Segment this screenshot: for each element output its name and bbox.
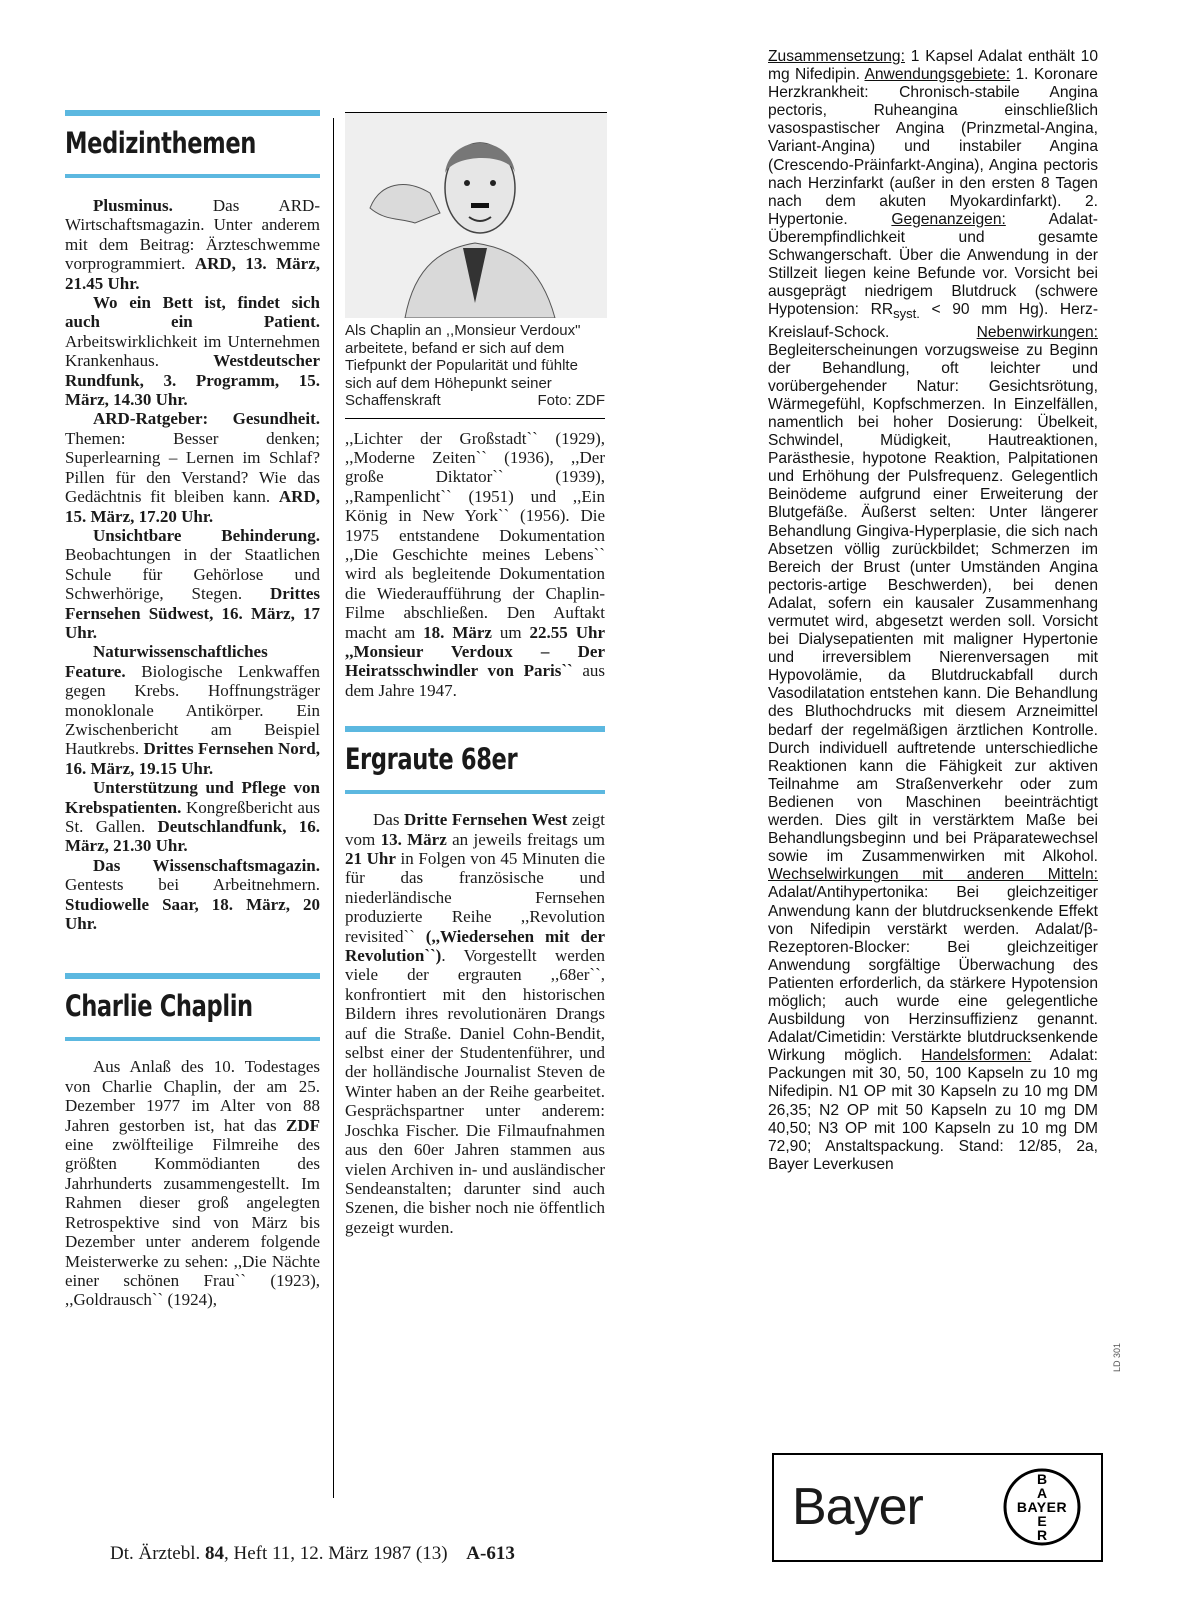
- ergraute-section: [345, 726, 605, 1237]
- page-footer: [110, 1543, 515, 1565]
- bayer-cross-icon: [1002, 1467, 1082, 1547]
- program-listing: Das Wissenschaftsmagazin. Gentests bei Arbeitnehmern. Studiowelle Saar, 18. März, 20 Uhr.: [65, 855, 320, 934]
- ergraute-paragraph: Das Dritte Fernsehen West zeigt vom 13. März an jeweils freitags um 21 Uhr in Folgen von 45 Minuten die für das französische und niederländische Fernsehen produzierte Reihe ,,Revolution revisited`` (,,Wiedersehen mit der Revolution``). Vorgestellt werden viele der ergrauten ,,68er``, konfrontiert mit den historischen Bildern ihres revolutionären Drangs auf die Straße. Daniel Cohn-Bendit, selbst einer der Studentenführer, und der holländische Journalist Steven de Winter haben an der Reihe gearbeitet. Gesprächspartner unter anderem: Joschka Fischer. Die Filmaufnahmen aus den 60er Jahren stammen aus vielen Archiven in- und ausländischer Sendeanstalten; darunter sind auch Szenen, die bisher noch nie öffentlich gezeigt wurden.: [345, 810, 605, 1237]
- section-top-bar: [65, 110, 320, 116]
- section-title-medizinthemen: Medizinthemen: [65, 126, 257, 160]
- ergraute-article: [345, 810, 605, 1237]
- svg-text:R: R: [1036, 1527, 1048, 1543]
- section-bottom-bar: [65, 1037, 320, 1041]
- program-listing: Naturwissenschaftliches Feature. Biologische Lenkwaffen gegen Krebs. Hoffnungsträger monoklonale Antikörper. Ein Zwischenbericht am Beispiel Hautkrebs. Drittes Fernsehen Nord, 16. März, 19.15 Uhr.: [65, 642, 320, 778]
- bayer-wordmark: Bayer: [792, 1478, 923, 1536]
- medizinthemen-list: [65, 196, 320, 933]
- program-listing: Unsichtbare Behinderung. Beobachtungen in der Staatlichen Schule für Gehörlose und Schwerhörige, Stegen. Drittes Fernsehen Südwest, 16. März, 17 Uhr.: [65, 525, 320, 642]
- program-listing: Wo ein Bett ist, findet sich auch ein Patient. Arbeitswirklichkeit im Unternehmen Krankenhaus. Westdeutscher Rundfunk, 3. Programm, 15. März, 14.30 Uhr.: [65, 293, 320, 410]
- bayer-logo-box: [772, 1453, 1103, 1562]
- adalat-prescribing-info: Zusammensetzung: 1 Kapsel Adalat enthält 10 mg Nifedipin. Anwendungsgebiete: 1. Koronare Herzkrankheit: Chronisch-stabile Angina pectoris, Ruheangina einschließlich vasospastischer Angina (Prinzmetal-Angina, Variant-Angina) und instabiler Angina (Crescendo-Präinfarkt-Angina), Angina pectoris nach Herzinfarkt (außer in den ersten 8 Tagen nach dem akuten Myokardinfarkt). 2. Hypertonie. Gegenanzeigen: Adalat-Überempfindlichkeit und gesamte Schwangerschaft. Über die Anwendung in der Stillzeit liegen keine Befunde vor. Vorsicht bei ausgeprägt niedrigem Blutdruck (schwere Hypotension: $RR_{syst.} < 90$ mm Hg). Herz-Kreislauf-Schock. Nebenwirkungen: Begleiterscheinungen vorzugsweise zu Beginn der Behandlung, oft leichter und vorübergehender Natur: Gesichtsrötung, Wärmegefühl, Kopfschmerzen. In Einzelfällen, namentlich bei hoher Dosierung: Übelkeit, Schwindel, Müdigkeit, Hautreaktionen, Parästhesie, hypotone Reaktion, Palpitationen und Erhöhung der Pulsfrequenz. Gelegentlich Beinödeme aufgrund einer Erweiterung der Blutgefäße. Äußerst selten: Unter längerer Behandlung Gingiva-Hyperplasie, die sich nach Absetzen völlig zurückbildet; Schmerzen im Bereich der Brust (unter Umständen Angina pectoris-artige Beschwerden), bei denen Adalat, sofern ein kausaler Zusammenhang vermutet wird, abgesetzt werden soll. Vorsicht bei Dialysepatienten mit maligner Hypertonie und irreversiblem Nierenversagen mit Hypovolämie, da Blutdruckabfall durch Vasodilatation entstehen kann. Die Behandlung des Bluthochdrucks mit diesem Arzneimittel bedarf der regelmäßigen ärztlichen Kontrolle. Durch individuell auftretende unterschiedliche Reaktionen kann die Fähigkeit zur aktiven Teilnahme am Straßenverkehr oder zum Bedienen von Maschinen beeinträchtigt werden. Dies gilt in verstärktem Maße bei Behandlungsbeginn und bei Präparatewechsel sowie im Zusammenwirken mit Alkohol. Wechselwirkungen mit anderen Mitteln: Adalat/Antihypertonika: Bei gleichzeitiger Anwendung kann der blutdrucksenkende Effekt von Nifedipin verstärkt werden. Adalat/β-Rezeptoren-Blocker: Bei gleichzeitiger Anwendung sorgfältige Überwachung des Patienten erforderlich, da stärkere Hypotension möglich; auch wurde eine gelegentliche Ausbildung von Herzinsuffizienz genannt. Adalat/Cimetidin: Verstärkte blutdrucksenkende Wirkung möglich. Handelsformen: Adalat: Packungen mit 30, 50, 100 Kapseln zu 10 mg Nifedipin. N1 OP mit 30 Kapseln zu 10 mg DM 26,35; N2 OP mit 50 Kapseln zu 10 mg DM 40,50; N3 OP mit 100 Kapseln zu 10 mg DM 72,90; Anstaltspackung. Stand: 12/85, 2a, Bayer Leverkusen: [768, 48, 1099, 1173]
- caption-text: Als Chaplin an ,,Monsieur Verdoux" arbeitete, befand er sich auf dem Tiefpunkt der Popularität und fühlte sich auf dem Höhepunkt seiner Schaffenskraft: [345, 322, 581, 409]
- chaplin-paragraph: Aus Anlaß des 10. Todestages von Charlie Chaplin, der am 25. Dezember 1977 im Alter von 88 Jahren gestorben ist, hat das ZDF eine zwölfteilige Filmreihe des größten Kommödianten des Jahrhunderts zusammengestellt. Im Rahmen dieser groß angelegten Retrospektive sind von März bis Dezember unter anderem folgende Meisterwerke zu sehen: ,,Die Nächte einer schönen Frau`` (1923), ,,Goldrausch`` (1924),: [65, 1057, 320, 1310]
- column-divider: [333, 118, 334, 1498]
- program-listing: ARD-Ratgeber: Gesundheit. Themen: Besser denken; Superlearning – Lernen im Schlaf? Pillen für den Verstand? Wie das Gedächtnis fit bleiben kann. ARD, 15. März, 17.20 Uhr.: [65, 409, 320, 526]
- program-listing: Plusminus. Das ARD-Wirtschaftsmagazin. Unter anderem mit dem Beitrag: Ärzteschwemme vorprogrammiert. ARD, 13. März, 21.45 Uhr.: [65, 196, 320, 293]
- footer-issue: , Heft 11, 12. März 1987 (13): [223, 1543, 448, 1564]
- section-title-ergraute: Ergraute 68er: [345, 742, 518, 777]
- section-title-chaplin: Charlie Chaplin: [65, 989, 253, 1024]
- chaplin-portrait-image: [345, 113, 607, 318]
- right-column: [768, 48, 1098, 1174]
- photo-caption: [345, 322, 605, 410]
- chaplin-article: [65, 1057, 320, 1309]
- left-column: [65, 110, 320, 1310]
- section-bottom-bar: [345, 790, 605, 794]
- section-top-bar: [65, 973, 320, 979]
- caption-rule: [345, 418, 605, 419]
- section-top-bar: [345, 726, 605, 732]
- svg-text:E: E: [1037, 1513, 1047, 1529]
- svg-text:A: A: [1036, 1485, 1048, 1501]
- chaplin-continued: [345, 429, 605, 701]
- chaplin-photo: [345, 112, 607, 318]
- side-code: LD 301: [1112, 1342, 1122, 1372]
- footer-journal: Dt. Ärztebl.: [110, 1543, 201, 1564]
- section-bottom-bar: [65, 174, 320, 178]
- photo-credit: Foto: ZDF: [537, 392, 605, 409]
- footer-volume: 84: [204, 1543, 224, 1564]
- svg-text:BAYER: BAYER: [1016, 1499, 1068, 1515]
- chaplin-continued-paragraph: ,,Lichter der Großstadt`` (1929), ,,Moderne Zeiten`` (1936), ,,Der große Diktator`` (1939), ,,Rampenlicht`` (1951) und ,,Ein König in New York`` (1956). Die 1975 entstandene Dokumentation ,,Die Geschichte meines Lebens`` wird als begleitende Dokumentation die Wiederaufführung der Chaplin-Filme abschließen. Den Auftakt macht am 18. März um 22.55 Uhr ,,Monsieur Verdoux – Der Heiratsschwindler von Paris`` aus dem Jahre 1947.: [345, 428, 605, 700]
- program-listing: Unterstützung und Pflege von Krebspatienten. Kongreßbericht aus St. Gallen. Deutschlandfunk, 16. März, 21.30 Uhr.: [65, 778, 320, 856]
- svg-text:B: B: [1036, 1471, 1048, 1487]
- middle-column: [345, 112, 605, 1237]
- chaplin-section: [65, 973, 320, 1309]
- footer-page: A-613: [466, 1543, 515, 1564]
